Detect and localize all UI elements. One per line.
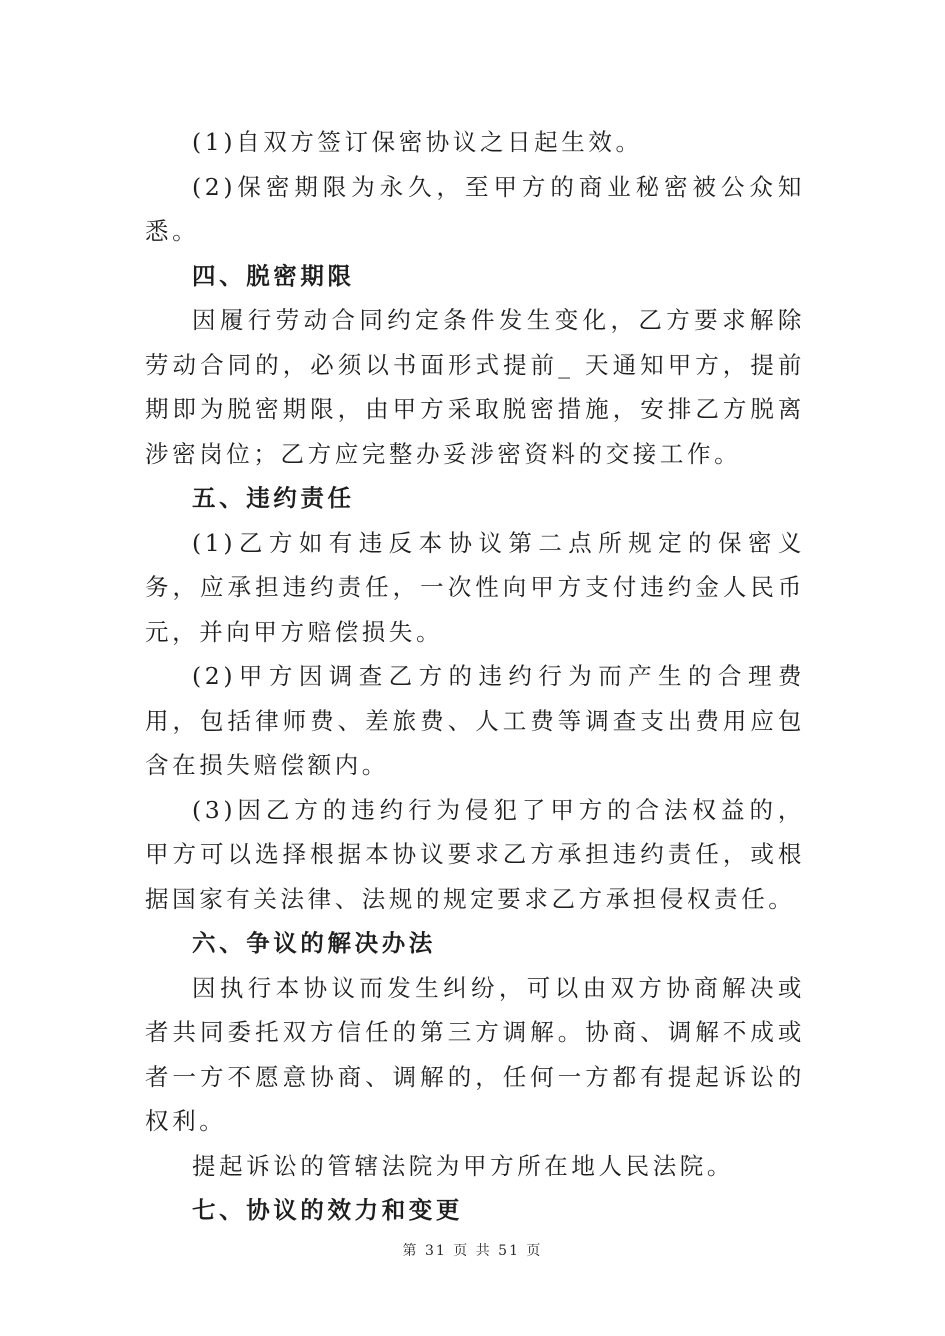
section-heading-declassification-period: 四、脱密期限 (192, 261, 355, 290)
paragraph-liability-2: (2)甲方因调查乙方的违约行为而产生的合理费用，包括律师费、差旅费、人工费等调查支出费用应包含在损失赔偿额内。 (145, 662, 805, 779)
paragraph-liability-1: (1)乙方如有违反本协议第二点所规定的保密义务，应承担违约责任，一次性向甲方支付违约金人民币 元，并向甲方赔偿损失。 (145, 528, 860, 646)
paragraph-liability-3: (3)因乙方的违约行为侵犯了甲方的合法权益的，甲方可以选择根据本协议要求乙方承担违约责任，或根据国家有关法律、法规的规定要求乙方承担侵权责任。 (145, 795, 805, 913)
paragraph-confidentiality-period: (2)保密期限为永久，至甲方的商业秘密被公众知悉。 (145, 172, 805, 245)
section-heading-dispute-resolution: 六、争议的解决办法 (192, 929, 436, 957)
paragraph-jurisdiction: 提起诉讼的管辖法院为甲方所在地人民法院。 (192, 1151, 734, 1180)
paragraph-declassification-terms: 因履行劳动合同约定条件发生变化，乙方要求解除劳动合同的，必须以书面形式提前_ 天通知甲方，提前期即为脱密期限，由甲方采取脱密措施，安排乙方脱离涉密岗位；乙方应完整办妥涉密资料的交接工作。 (145, 306, 805, 468)
page-number-footer: 第 31 页 共 51 页 (402, 1243, 543, 1259)
paragraph-effective-date: (1)自双方签订保密协议之日起生效。 (192, 128, 643, 156)
section-heading-liability: 五、违约责任 (192, 484, 355, 512)
document-body (145, 120, 860, 1233)
section-heading-validity-and-amendment: 七、协议的效力和变更 (192, 1196, 463, 1224)
paragraph-dispute-mediation: 因执行本协议而发生纠纷，可以由双方协商解决或者共同委托双方信任的第三方调解。协商、调解不成或者一方不愿意协商、调解的，任何一方都有提起诉讼的权利。 (145, 973, 805, 1135)
